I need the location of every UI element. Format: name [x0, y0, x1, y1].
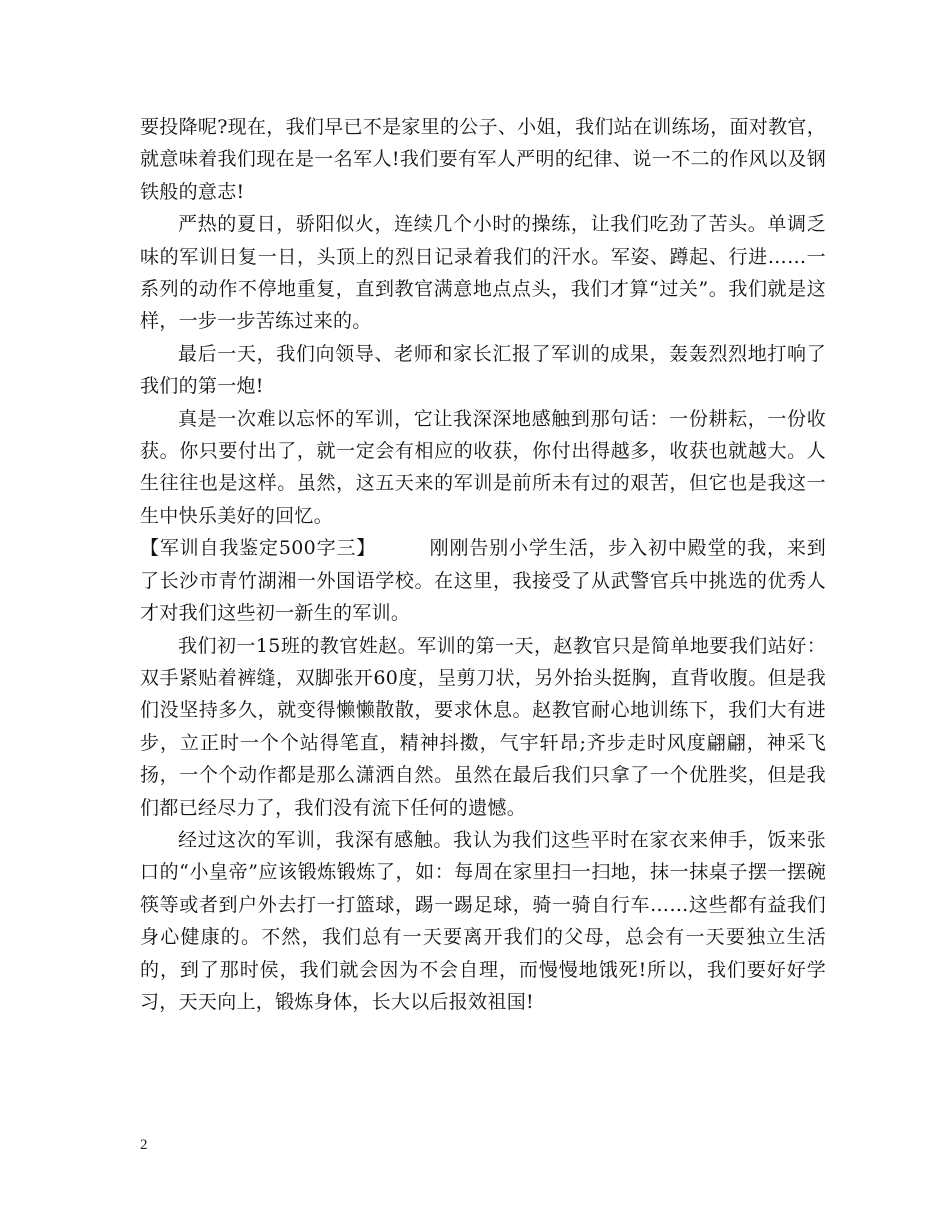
paragraph-1: 要投降呢?现在，我们早已不是家里的公子、小姐，我们站在训练场，面对教官，就意味着我们现在是一名军人!我们要有军人严明的纪律、说一不二的作风以及钢铁般的意志! — [140, 116, 826, 203]
page-number: 2 — [140, 1137, 148, 1153]
paragraph-3: 最后一天，我们向领导、老师和家长汇报了军训的成果，轰轰烈烈地打响了我们的第一炮! — [140, 342, 826, 398]
paragraph-6: 经过这次的军训，我深有感触。我认为我们这些平时在家衣来伸手，饭来张口的“小皇帝”应该锻炼锻炼了，如：每周在家里扫一扫地，抹一抹桌子摆一摆碗筷等或者到户外去打一打篮球，踢一踢足球，骑一骑自行车……这些都有益我们身心健康的。不然，我们总有一天要离开我们的父母，总会有一天要独立生活的，到了那时侯，我们就会因为不会自理，而慢慢地饿死!所以，我们要好好学习，天天向上，锻炼身体，长大以后报效祖国! — [140, 828, 826, 1013]
paragraph-5: 我们初一15班的教官姓赵。军训的第一天，赵教官只是简单地要我们站好：双手紧贴着裤缝，双脚张开60度，呈剪刀状，另外抬头挺胸，直背收腹。但是我们没坚持多久，就变得懒懒散散，要求休息。赵教官耐心地训练下，我们大有进步，立正时一个个站得笔直，精神抖擞，气宇轩昂;齐步走时风度翩翩，神采飞扬，一个个动作都是那么潇洒自然。虽然在最后我们只拿了一个优胜奖，但是我们都已经尽力了，我们没有流下任何的遗憾。 — [140, 634, 826, 819]
section-paragraph — [140, 532, 826, 629]
document-body — [140, 111, 826, 1018]
section-intro: 刚刚告别小学生活，步入初中殿堂的我，来到了长沙市青竹湖湘一外国语学校。在这里，我接受了从武警官兵中挑选的优秀人才对我们这些初一新生的军训。 — [140, 537, 826, 625]
section-heading: 【军训自我鉴定500字三】 — [140, 537, 377, 560]
paragraph-4: 真是一次难以忘怀的军训，它让我深深地感触到那句话：一份耕耘，一份收获。你只要付出了，就一定会有相应的收获，你付出得越多，收获也就越大。人生往往也是这样。虽然，这五天来的军训是前所未有过的艰苦，但它也是我这一生中快乐美好的回忆。 — [140, 407, 826, 527]
paragraph-2: 严热的夏日，骄阳似火，连续几个小时的操练，让我们吃劲了苦头。单调乏味的军训日复一日，头顶上的烈日记录着我们的汗水。军姿、蹲起、行进……一系列的动作不停地重复，直到教官满意地点点头，我们才算“过关”。我们就是这样，一步一步苦练过来的。 — [140, 213, 826, 333]
